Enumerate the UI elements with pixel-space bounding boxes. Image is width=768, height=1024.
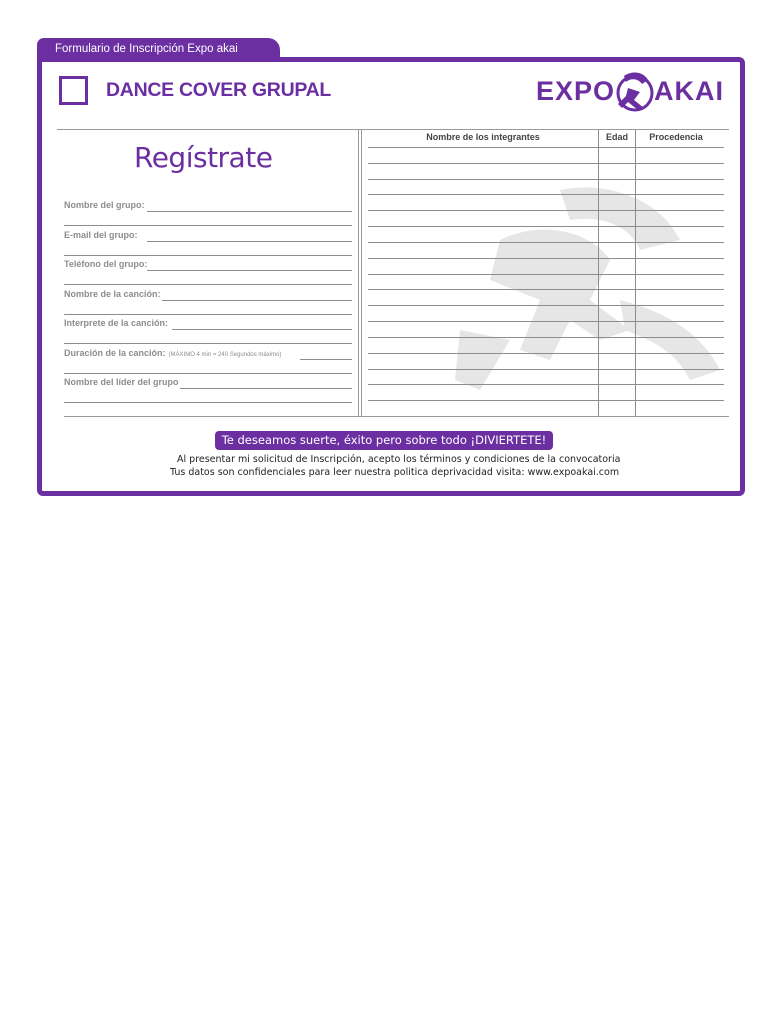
bottom-divider <box>64 416 729 417</box>
table-column-line <box>635 129 636 416</box>
dancer-logo-icon <box>614 70 656 116</box>
field-divider <box>64 314 352 315</box>
field-input-line[interactable] <box>147 241 352 242</box>
dancer-watermark-icon <box>440 180 730 410</box>
field-input-line[interactable] <box>300 359 352 360</box>
logo-right-text: AKAI <box>654 76 724 106</box>
field-divider <box>64 255 352 256</box>
table-row[interactable] <box>368 242 724 243</box>
field-label-text: Duración de la canción: <box>64 348 166 358</box>
field-input-line[interactable] <box>147 270 352 271</box>
table-row[interactable] <box>368 258 724 259</box>
expo-akai-logo <box>536 70 724 116</box>
field-divider <box>64 284 352 285</box>
field-input-line[interactable] <box>172 329 352 330</box>
field-divider <box>64 343 352 344</box>
table-row[interactable] <box>368 305 724 306</box>
field-label <box>64 230 138 240</box>
column-header-age: Edad <box>605 132 628 142</box>
field-label-text: Interprete de la canción: <box>64 318 169 328</box>
field-label <box>64 318 168 328</box>
field-label <box>64 200 145 210</box>
field-input-line[interactable] <box>147 211 352 212</box>
table-row[interactable] <box>368 274 724 275</box>
column-header-names: Nombre de los integrantes <box>426 132 540 142</box>
table-row[interactable] <box>368 369 724 370</box>
column-divider <box>358 129 362 416</box>
category-checkbox[interactable] <box>59 76 88 105</box>
field-label-text: Nombre del líder del grupo <box>64 377 179 387</box>
field-note: (MÁXIMO 4 min = 240 Segundos máximo) <box>168 352 282 358</box>
table-row[interactable] <box>368 337 724 338</box>
table-row[interactable] <box>368 321 724 322</box>
field-label <box>64 259 147 269</box>
table-row[interactable] <box>368 163 724 164</box>
field-label-text: Nombre del grupo: <box>64 200 145 210</box>
table-row[interactable] <box>368 384 724 385</box>
table-row[interactable] <box>368 289 724 290</box>
field-divider <box>64 225 352 226</box>
field-label <box>64 289 161 299</box>
good-luck-banner: Te deseamos suerte, éxito pero sobre todo ¡DIVIERTETE! <box>215 431 553 450</box>
registration-heading: Regístrate <box>134 141 273 174</box>
field-input-line[interactable] <box>162 300 352 301</box>
field-divider <box>64 373 352 374</box>
privacy-text: Tus datos son confidenciales para leer nuestra politica deprivacidad visita: www.expoakai.com <box>170 467 620 478</box>
field-input-line[interactable] <box>180 388 352 389</box>
table-row[interactable] <box>368 210 724 211</box>
header-divider <box>57 129 729 130</box>
terms-text: Al presentar mi solicitud de Inscripción, acepto los términos y condiciones de la convocatoria <box>177 454 621 465</box>
table-row[interactable] <box>368 226 724 227</box>
column-header-origin: Procedencia <box>649 132 703 142</box>
table-header-line <box>368 147 724 148</box>
field-label <box>64 348 281 358</box>
field-label-text: Teléfono del grupo: <box>64 259 148 269</box>
table-row[interactable] <box>368 353 724 354</box>
form-tab: Formulario de Inscripción Expo akai <box>37 38 280 60</box>
field-divider <box>64 402 352 403</box>
form-title: DANCE COVER GRUPAL <box>106 79 332 101</box>
logo-left-text: EXPO <box>536 76 616 106</box>
table-row[interactable] <box>368 179 724 180</box>
field-label-text: E-mail del grupo: <box>64 230 138 240</box>
table-row[interactable] <box>368 194 724 195</box>
table-column-line <box>598 129 599 416</box>
table-row[interactable] <box>368 400 724 401</box>
field-label <box>64 377 179 387</box>
field-label-text: Nombre de la canción: <box>64 289 161 299</box>
